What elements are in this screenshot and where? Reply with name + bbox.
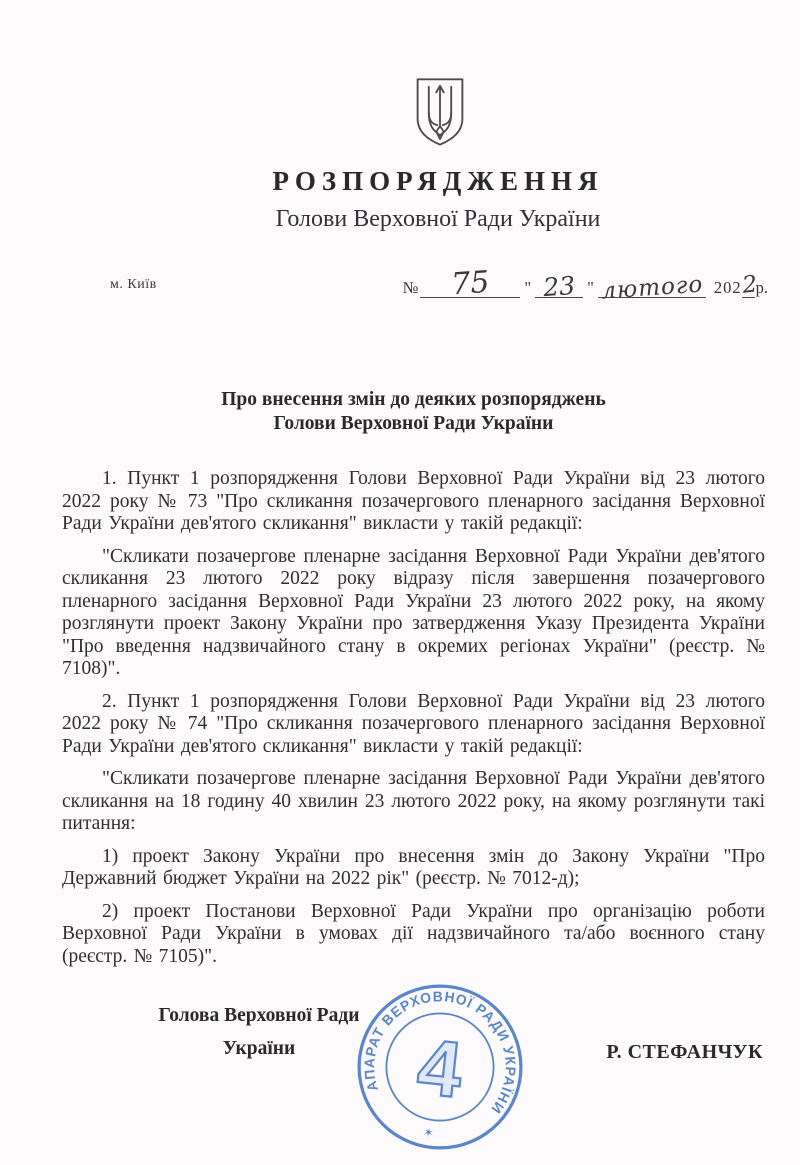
paragraph-1: 1. Пункт 1 розпорядження Голови Верховної Ради України від 23 лютого 2022 року № 73 "Про скликання позачергового пленарного засідання Верховної Ради України дев'ятого скликання" викласти у такій редакції: [62,468,765,534]
subject-heading-line2: Голови Верховної Ради України [273,412,554,434]
day-blank [535,268,583,303]
handwritten-year-digit: 2 [740,271,759,299]
stamp-ring-text: АПАРАТ ВЕРХОВНОЇ РАДИ УКРАЇНИ [361,988,519,1118]
date-and-number-row [62,262,768,305]
document-body [62,388,765,978]
number-date-line [402,264,768,305]
document-type-title: РОЗПОРЯДЖЕННЯ [272,166,604,196]
signer-title-line2: України [222,1038,296,1059]
paragraph-2: "Скликати позачергове пленарне засідання Верховної Ради України дев'ятого скликання 23 лютого 2022 року відразу після завершення позачергового пленарного засідання Верховної Ради України 23 лютого 2022 року, на якому розглянути проект Закону України про затвердження Указу Президента України "Про введення надзвичайного стану в окремих регіонах України" (реєстр. № 7108)". [62,545,765,679]
ukraine-trident-emblem-icon [412,75,468,149]
year-printed: 202 [713,278,742,297]
document-issuer-subtitle: Голови Верховної Ради України [275,206,601,232]
spacer [62,435,765,468]
paragraph-4: "Скликати позачергове пленарне засідання Верховної Ради України дев'ятого скликання на 18 годину 40 хвилин 23 лютого 2022 року, на якому розглянути такі питання: [62,768,765,834]
handwritten-month: лютого [600,271,704,305]
paragraph-3: 2. Пункт 1 розпорядження Голови Верховної Ради України від 23 лютого 2022 року № 74 "Про скликання позачергового пленарного засідання Верховної Ради України дев'ятого скликання" викласти у такій редакції: [62,690,765,757]
day-quote-open: " [524,278,532,297]
official-round-stamp [349,976,531,1158]
list-item-1: 1) проект Закону України про внесення змін до Закону України "Про Державний бюджет України на 2022 рік" (реєстр. № 7012-д); [62,845,765,889]
number-blank [420,264,520,303]
subject-heading-line1: Про внесення змін до деяких розпоряджень [221,389,606,410]
month-blank [598,268,706,305]
number-sign: № [402,278,419,297]
stamp-star-icon: ✶ [422,1124,435,1141]
year-blank [740,268,759,299]
day-quote-close: " [587,278,594,297]
handwritten-day: 23 [542,270,577,303]
signer-name: Р. СТЕФАНЧУК [606,1041,763,1063]
year-suffix: р. [755,278,768,297]
handwritten-number: 75 [450,264,491,303]
signer-title-line1: Голова Верховної Ради [158,1005,360,1026]
list-item-2: 2) проект Постанови Верховної Ради України про організацію роботи Верховної Ради України в умовах дії надзвичайного та/або воєнного стану (реєстр. № 7105)". [62,900,765,967]
place-label: м. Київ [110,277,157,292]
stamp-center-number: 4 [413,1022,467,1115]
